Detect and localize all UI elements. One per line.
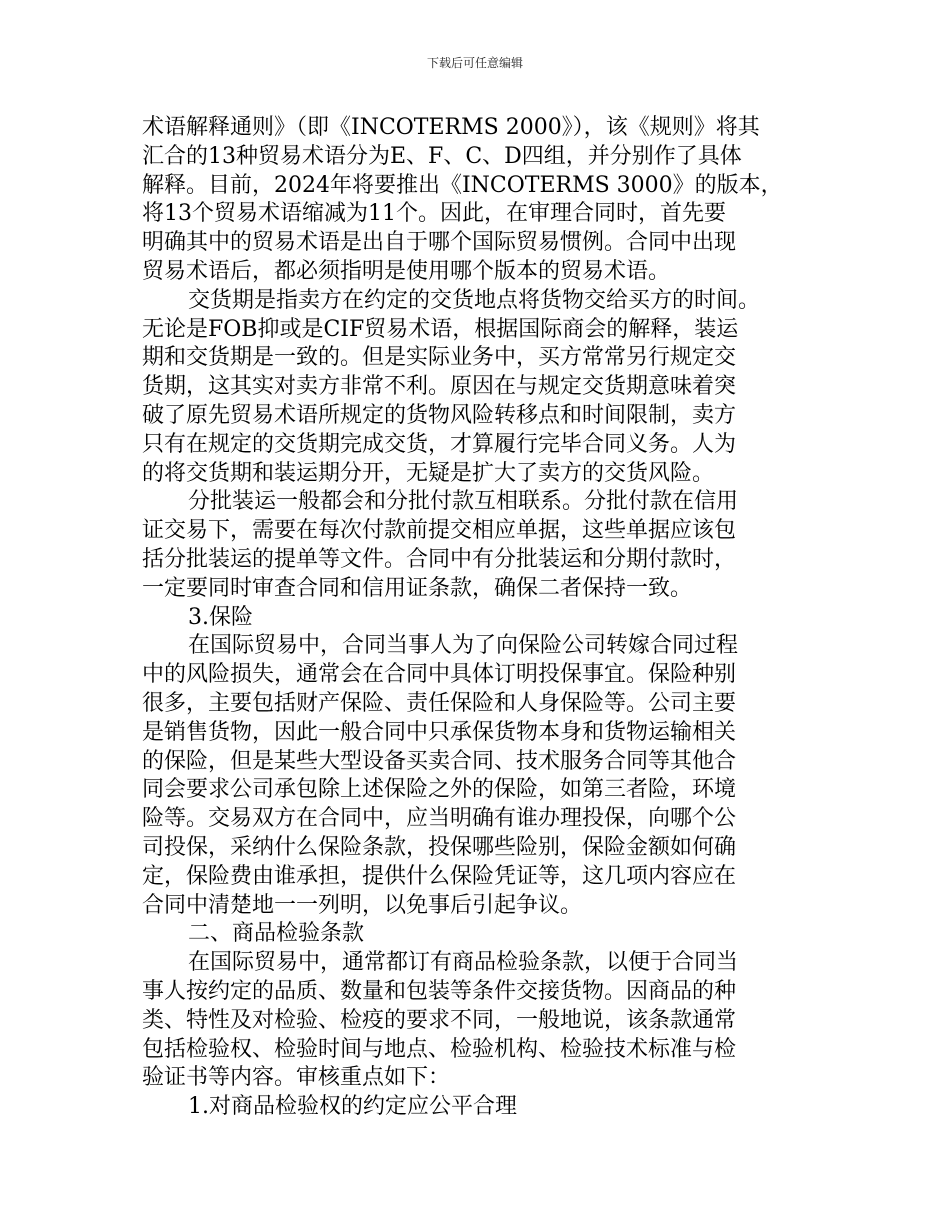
paragraph-first-line: 交货期是指卖方在约定的交货地点将货物交给买方的时间。 [188,287,761,313]
text-line: 术语解释通则》（即《INCOTERMS 2000》），该《规则》将其 [142,115,760,140]
text-line: 事人按约定的品质、数量和包装等条件交接货物。因商品的种 [142,978,737,1004]
text-line: 很多，主要包括财产保险、责任保险和人身保险等。公司主要 [142,690,737,716]
text-line: 只有在规定的交货期完成交货，才算履行完毕合同义务。人为 [142,431,737,457]
text-line: 险等。交易双方在合同中，应当明确有谁办理投保，向哪个公 [142,806,737,832]
text-line: 一定要同时审查合同和信用证条款，确保二者保持一致。 [142,575,693,601]
text-line: 括分批装运的提单等文件。合同中有分批装运和分期付款时， [142,546,737,572]
text-line: 证交易下，需要在每次付款前提交相应单据，这些单据应该包 [142,518,737,544]
text-line: 期和交货期是一致的。但是实际业务中，买方常常另行规定交 [142,345,737,371]
section-heading: 二、商品检验条款 [188,921,365,947]
text-line: 中的风险损失，通常会在合同中具体订明投保事宜。保险种别 [142,662,737,688]
text-line: 同会要求公司承包除上述保险之外的保险，如第三者险，环境 [142,777,737,803]
text-line: 汇合的13种贸易术语分为E、F、C、D四组，并分别作了具体 [142,143,742,169]
text-line: 明确其中的贸易术语是出自于哪个国际贸易惯例。合同中出现 [142,230,737,256]
section-heading: 3.保险 [188,604,253,630]
page-header: 下载后可任意编辑 [426,56,523,70]
section-heading: 1.对商品检验权的约定应公平合理 [188,1094,517,1120]
text-line: 合同中清楚地一一列明，以免事后引起争议。 [142,892,583,918]
text-line: 的保险，但是某些大型设备买卖合同、技术服务合同等其他合 [142,748,737,774]
paragraph-first-line: 在国际贸易中，通常都订有商品检验条款，以便于合同当 [188,950,739,976]
text-line: 定，保险费由谁承担，提供什么保险凭证等，这几项内容应在 [142,863,737,889]
paragraph-first-line: 分批装运一般都会和分批付款互相联系。分批付款在信用 [188,489,739,515]
document-body [142,114,812,1122]
text-line: 将13个贸易术语缩减为11个。因此，在审理合同时，首先要 [142,201,726,227]
text-line: 贸易术语后，都必须指明是使用哪个版本的贸易术语。 [142,258,671,284]
paragraph-first-line: 在国际贸易中，合同当事人为了向保险公司转嫁合同过程 [188,633,739,659]
text-line: 司投保，采纳什么保险条款，投保哪些险别，保险金额如何确 [142,834,737,860]
text-line: 无论是FOB抑或是CIF贸易术语，根据国际商会的解释，装运 [142,316,739,342]
text-line: 货期，这其实对卖方非常不利。原因在与规定交货期意味着突 [142,374,737,400]
text-line: 类、特性及对检验、检疫的要求不同，一般地说，该条款通常 [142,1007,737,1033]
text-line: 验证书等内容。审核重点如下： [142,1065,451,1091]
text-line: 的将交货期和装运期分开，无疑是扩大了卖方的交货风险。 [142,460,715,486]
text-line: 解释。目前，2024年将要推出《INCOTERMS 3000》的版本， [142,172,783,198]
text-line: 是销售货物，因此一般合同中只承保货物本身和货物运输相关 [142,719,737,745]
text-line: 包括检验权、检验时间与地点、检验机构、检验技术标准与检 [142,1036,737,1062]
text-line: 破了原先贸易术语所规定的货物风险转移点和时间限制，卖方 [142,402,737,428]
